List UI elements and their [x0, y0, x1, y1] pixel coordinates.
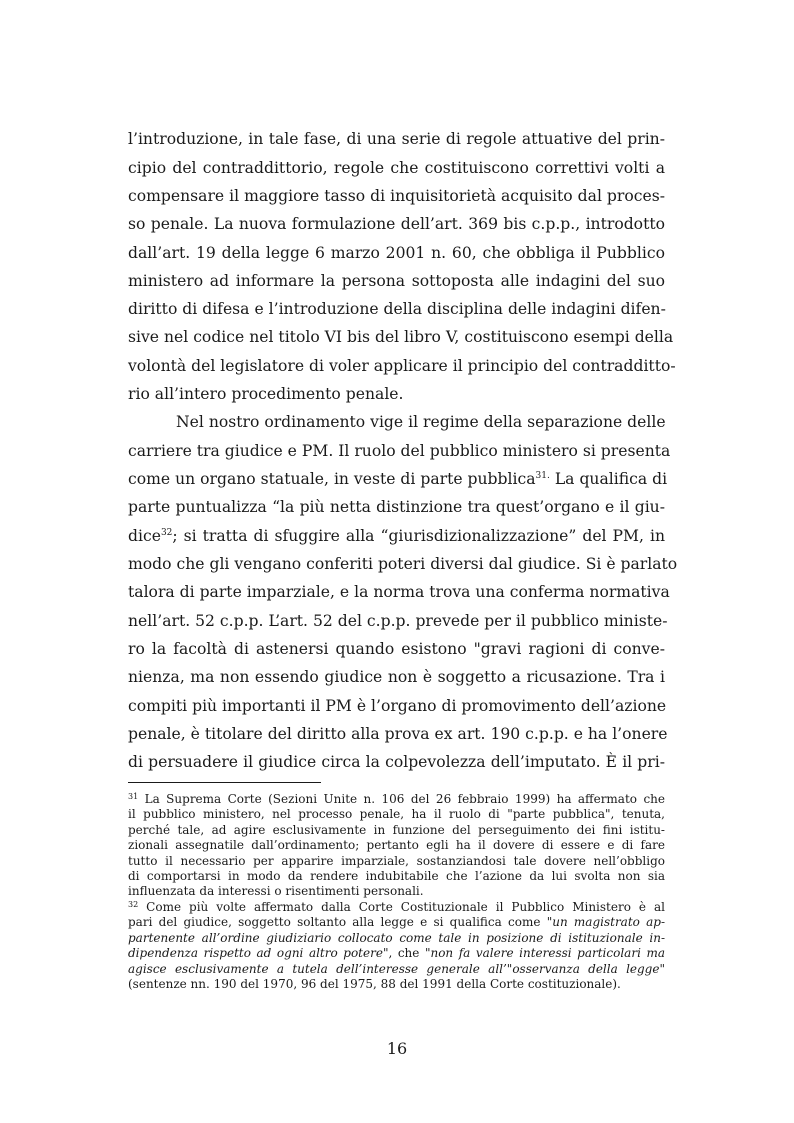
footnote-31-line: influenzata da interessi o risentimenti personali.	[128, 884, 424, 898]
body-line: dall’art. 19 della legge 6 marzo 2001 n. 60, che obbliga il Pubblico	[128, 244, 665, 262]
body-line: carriere tra giudice e PM. Il ruolo del pubblico ministero si presenta	[128, 442, 671, 460]
footnote-number-31: 31	[128, 792, 139, 801]
body-line: penale, è titolare del diritto alla prova ex art. 190 c.p.p. e ha l’onere	[128, 725, 668, 743]
footnote-number-32: 32	[128, 900, 139, 909]
body-line: volontà del legislatore di voler applicare il principio del contradditto-	[128, 357, 676, 375]
body-line-text: come un organo statuale, in veste di parte pubblica	[128, 470, 536, 488]
body-line: sive nel codice nel titolo VI bis del libro V, costituiscono esempi della	[128, 328, 674, 346]
footnote-31-line: zionali assegnatile dall’ordinamento; pertanto egli ha il dovere di essere e di fare	[128, 838, 665, 852]
page-number: 16	[386, 1039, 408, 1058]
body-line: di persuadere il giudice circa la colpevolezza dell’imputato. È il pri-	[128, 753, 665, 771]
footnote-quote: dipendenza rispetto ad ogni altro potere"	[128, 946, 389, 960]
footnote-text: Come più volte affermato dalla Corte Costituzionale il Pubblico Ministero è al	[138, 900, 665, 914]
footnote-text: , che "	[388, 946, 431, 960]
footnote-quote: non fa valere interessi particolari ma	[430, 946, 665, 960]
body-line-text: ; si tratta di sfuggire alla “giurisdizionalizzazione” del PM, in	[172, 527, 665, 545]
body-line: diritto di difesa e l’introduzione della disciplina delle indagini difen-	[128, 300, 666, 318]
body-line: rio all’intero procedimento penale.	[128, 385, 404, 403]
body-line: nienza, ma non essendo giudice non è soggetto a ricusazione. Tra i	[128, 668, 665, 686]
body-line: ro la facoltà di astenersi quando esistono "gravi ragioni di conve-	[128, 640, 665, 658]
body-line	[128, 526, 665, 546]
footnote-separator	[128, 782, 321, 783]
footnote-32-line	[128, 931, 665, 945]
body-line: so penale. La nuova formulazione dell’art. 369 bis c.p.p., introdotto	[128, 215, 665, 233]
footnote-32-line	[128, 900, 665, 914]
footnote-32-line	[128, 962, 665, 976]
footnote-text: "	[659, 962, 665, 976]
body-line: talora di parte imparziale, e la norma trova una conferma normativa	[128, 583, 670, 601]
body-line: compensare il maggiore tasso di inquisitorietà acquisito dal proces-	[128, 187, 665, 205]
body-line: l’introduzione, in tale fase, di una serie di regole attuative del prin-	[128, 130, 665, 148]
footnote-32-line	[128, 946, 665, 960]
body-line: compiti più importanti il PM è l’organo di promovimento dell’azione	[128, 697, 667, 715]
body-line: nell’art. 52 c.p.p. L’art. 52 del c.p.p. prevede per il pubblico ministe-	[128, 612, 668, 630]
footnote-31-line: tutto il necessario per apparire imparziale, sostanziandosi tale dovere nell’obbligo	[128, 854, 665, 868]
footnote-quote: agisce esclusivamente a tutela dell’interesse generale all’"osservanza della legge	[128, 962, 660, 976]
footnote-31-line: perché tale, ad agire esclusivamente in funzione del perseguimento dei fini istitu-	[128, 823, 665, 837]
body-line-text: Nel nostro ordinamento vige il regime della separazione delle	[176, 413, 666, 431]
body-line-text: La qualifica di	[549, 470, 668, 488]
footnote-31-line: il pubblico ministero, nel processo penale, ha il ruolo di "parte pubblica", tenuta,	[128, 807, 665, 821]
footnote-31-line	[128, 792, 665, 806]
body-line	[128, 412, 665, 432]
body-line	[128, 469, 668, 489]
footnote-32-line: (sentenze nn. 190 del 1970, 96 del 1975, 88 del 1991 della Corte costituzionale).	[128, 977, 621, 991]
body-line: cipio del contraddittorio, regole che costituiscono correttivi volti a	[128, 159, 665, 177]
footnote-ref-32[interactable]: 32	[160, 528, 173, 538]
footnote-ref-31[interactable]: 31.	[535, 471, 550, 481]
footnote-text: La Suprema Corte (Sezioni Unite n. 106 del 26 febbraio 1999) ha affermato che	[138, 792, 665, 806]
footnote-31-line: di comportarsi in modo da rendere indubitabile che l’azione da lui svolta non sia	[128, 869, 665, 883]
footnote-quote: un magistrato ap-	[552, 915, 665, 929]
footnote-quote: partenente all’ordine giudiziario collocato come tale in posizione di istituzionale in-	[128, 931, 665, 945]
body-line: parte puntualizza “la più netta distinzione tra quest’organo e il giu-	[128, 498, 665, 516]
body-line: modo che gli vengano conferiti poteri diversi dal giudice. Si è parlato	[128, 555, 678, 573]
body-line-text: dice	[128, 527, 161, 545]
footnote-text: pari del giudice, soggetto soltanto alla legge e si qualifica come "	[128, 915, 553, 929]
body-line: ministero ad informare la persona sottoposta alle indagini del suo	[128, 272, 665, 290]
footnote-32-line	[128, 915, 665, 929]
